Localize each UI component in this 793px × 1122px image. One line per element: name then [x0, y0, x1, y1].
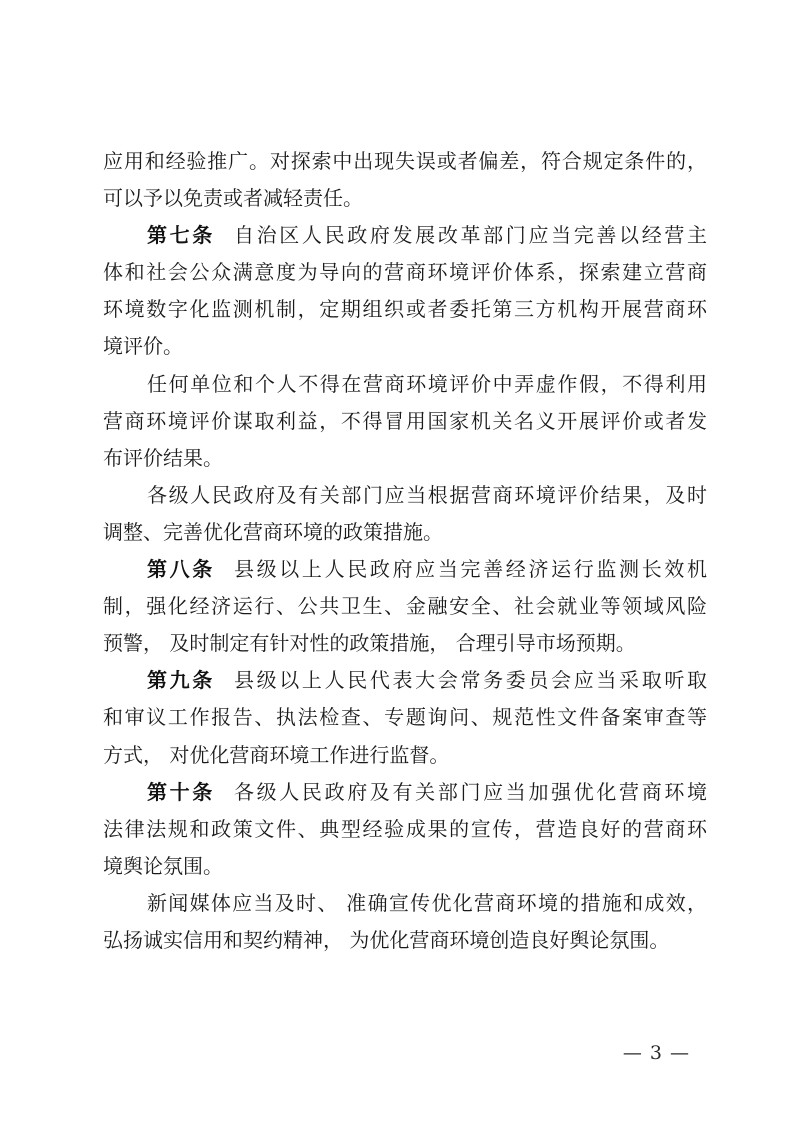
line-text: 环境数字化监测机制，定期组织或者委托第三方机构开展营商环 [103, 297, 707, 322]
line-text: 体和社会公众满意度为导向的营商环境评价体系，探索建立营商 [103, 260, 707, 285]
text-line [103, 217, 707, 254]
line-text: 各级人民政府及有关部门应当加强优化营商环境 [233, 779, 708, 804]
text-line [103, 440, 707, 477]
article-number: 第九条 [147, 668, 215, 693]
page-number: — 3 — [622, 1042, 690, 1064]
line-text: 和审议工作报告、执法检查、专题询问、规范性文件备案审查等 [103, 705, 707, 730]
text-line [103, 588, 707, 625]
line-text: 法律法规和政策文件、典型经验成果的宣传，营造良好的营商环 [103, 816, 707, 841]
line-text: 营商环境评价谋取利益，不得冒用国家机关名义开展评价或者发 [103, 408, 707, 433]
text-line [103, 328, 707, 365]
text-line [103, 477, 707, 514]
line-text: 境评价。 [103, 334, 183, 359]
text-line [103, 662, 707, 699]
text-line [103, 699, 707, 736]
article-number: 第十条 [147, 779, 215, 804]
line-text: 自治区人民政府发展改革部门应当完善以经营主 [233, 223, 708, 248]
text-line [103, 180, 707, 217]
line-text: 新闻媒体应当及时、 准确宣传优化营商环境的措施和成效， [147, 890, 707, 915]
text-line [103, 551, 707, 588]
text-line [103, 811, 707, 848]
article-number: 第八条 [147, 557, 215, 582]
text-line [103, 254, 707, 291]
text-line [103, 291, 707, 328]
article-number: 第七条 [147, 223, 215, 248]
line-text: 应用和经验推广。对探索中出现失误或者偏差，符合规定条件的， [103, 149, 707, 173]
line-text: 预警， 及时制定有针对性的政策措施， 合理引导市场预期。 [103, 631, 636, 656]
text-line [103, 922, 707, 959]
text-line [103, 514, 707, 551]
line-text: 县级以上人民代表大会常务委员会应当采取听取 [233, 668, 708, 693]
line-text: 布评价结果。 [103, 445, 223, 470]
line-text: 各级人民政府及有关部门应当根据营商环境评价结果，及时 [147, 482, 707, 507]
line-text: 制，强化经济运行、公共卫生、金融安全、社会就业等领域风险 [103, 594, 707, 619]
line-text: 调整、完善优化营商环境的政策措施。 [103, 519, 443, 544]
line-text: 弘扬诚实信用和契约精神， 为优化营商环境创造良好舆论氛围。 [103, 927, 670, 952]
text-line [103, 403, 707, 440]
line-text: 可以予以免责或者减轻责任。 [103, 186, 363, 211]
line-text: 境舆论氛围。 [103, 853, 223, 878]
line-text: 县级以上人民政府应当完善经济运行监测长效机 [233, 557, 708, 582]
text-line [103, 366, 707, 403]
text-line [103, 774, 707, 811]
document-body [103, 143, 707, 959]
text-line [103, 885, 707, 922]
line-text: 方式， 对优化营商环境工作进行监督。 [103, 742, 450, 767]
text-line [103, 848, 707, 885]
text-line [103, 625, 707, 662]
line-text: 任何单位和个人不得在营商环境评价中弄虚作假，不得利用 [147, 371, 707, 396]
text-line [103, 737, 707, 774]
text-line [103, 143, 707, 180]
